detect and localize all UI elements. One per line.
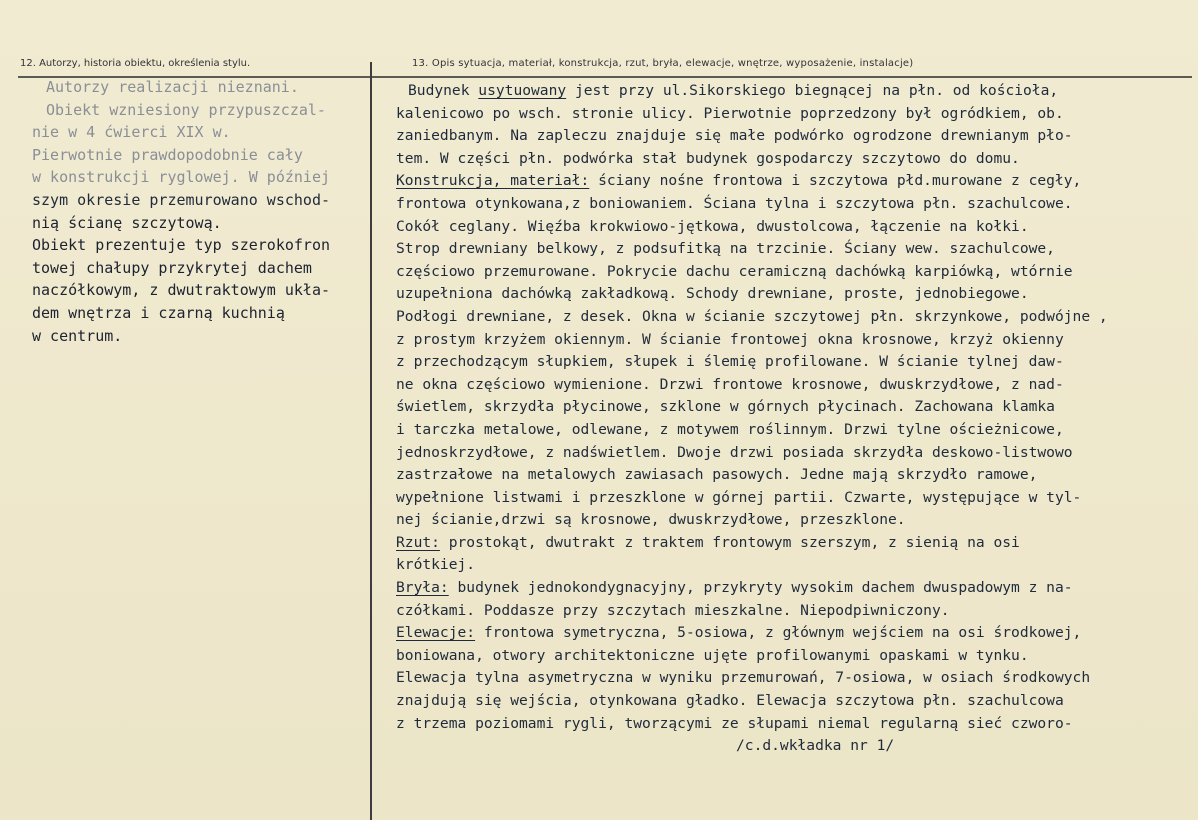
section-label-construction: Konstrukcja, materiał: [396, 172, 590, 190]
history-line: Obiekt prezentuje typ szerokofron [32, 236, 331, 255]
history-line: szym okresie przemurowano wschod- [32, 190, 331, 209]
description-line: jednoskrzydłowe, z nadświetlem. Dwoje drzwi posiada skrzydła deskowo-listwowo [396, 443, 1073, 461]
continuation-note: /c.d.wkładka nr 1/ [736, 737, 895, 755]
description-line [396, 170, 1186, 193]
description-line: uzupełniona dachówką zakładkową. Schody drewniane, proste, jednobiegowe. [396, 285, 1029, 303]
description-line [396, 622, 1186, 645]
description-line: z trzema poziomami rygli, tworzącymi ze słupami niemal regularną sieć czworo- [396, 714, 1073, 732]
description-line [396, 80, 1186, 103]
section-label-plan: Rzut: [396, 533, 440, 551]
description-line: świetlem, skrzydła płycinowe, szklone w górnych płycinach. Zachowana klamka [396, 398, 1055, 416]
description-line: znajdują się wejścia, otynkowana gładko. Elewacja szczytowa płn. szachulcowa [396, 692, 1064, 710]
text-run: prostokąt, dwutrakt z traktem frontowym szerszym, z sienią na osi [439, 533, 1020, 551]
section-13-header: 13. Opis sytuacja, materiał, konstrukcja, rzut, bryła, elewacje, wnętrze, wyposażenie, instalacje) [412, 58, 914, 69]
description-line: nej ścianie,drzwi są krosnowe, dwuskrzydłowe, przeszklone. [396, 511, 906, 529]
column-divider [370, 62, 372, 820]
description-line: Cokół ceglany. Więźba krokwiowo-jętkowa, dwustolcowa, łączenie na kołki. [396, 217, 1029, 235]
text-run: frontowa symetryczna, 5-osiowa, z głównym wejściem na osi środkowej, [475, 624, 1082, 642]
text-run: ściany nośne frontowa i szczytowa płd.murowane z cegły, [589, 172, 1082, 190]
description-column [396, 80, 1186, 758]
description-line: ne okna częściowo wymienione. Drzwi frontowe krosnowe, dwuskrzydłowe, z nad- [396, 375, 1064, 393]
description-line: boniowana, otwory architektoniczne ujęte profilowanymi opaskami w tynku. [396, 646, 1029, 664]
text-run: budynek jednokondygnacyjny, przykryty wysokim dachem dwuspadowym z na- [448, 579, 1073, 597]
history-line: Pierwotnie prawdopodobnie cały [32, 145, 303, 164]
description-line: kalenicowo po wsch. stronie ulicy. Pierwotnie poprzedzony był ogródkiem, ob. [396, 104, 1064, 122]
description-line: tem. W części płn. podwórka stał budynek gospodarczy szczytowo do domu. [396, 149, 1020, 167]
description-line: krótkiej. [396, 556, 476, 574]
history-line: dem wnętrza i czarną kuchnią [32, 303, 285, 322]
section-label-form: Bryła: [396, 579, 449, 597]
description-line [396, 577, 1186, 600]
description-line: czółkami. Poddasze przy szczytach mieszkalne. Niepodpiwniczony. [396, 601, 950, 619]
description-line: Podłogi drewniane, z desek. Okna w ścianie szczytowej płn. skrzynkowe, podwójne , [396, 307, 1108, 325]
history-line: towej chałupy przykrytej dachem [32, 258, 312, 277]
description-line: frontowa otynkowana,z boniowaniem. Ściana tylna i szczytowa płn. szachulcowe. [396, 194, 1073, 212]
underlined-term: usytuowany [478, 82, 567, 99]
text-run: jest przy ul.Sikorskiego biegnącej na płn. od kościoła, [566, 82, 1059, 99]
history-line: Obiekt wzniesiony przypuszczal- [46, 100, 326, 119]
text-run: Budynek [408, 82, 479, 99]
description-line: z przechodzącym słupkiem, słupek i ślemię profilowane. W ścianie tylnej daw- [396, 353, 1064, 371]
history-column [32, 76, 368, 347]
history-line: w konstrukcji ryglowej. W później [32, 168, 331, 187]
section-label-elevations: Elewacje: [396, 624, 476, 642]
description-line: zastrzałowe na metalowych zawiasach pasowych. Jedne mają skrzydło ramowe, [396, 466, 1038, 484]
history-line: nią ścianę szczytową. [32, 213, 222, 232]
history-line: nie w 4 ćwierci XIX w. [32, 123, 231, 142]
history-line: naczółkowym, z dwutraktowym ukła- [32, 281, 331, 300]
description-line: częściowo przemurowane. Pokrycie dachu ceramiczną dachówką karpiówką, wtórnie [396, 262, 1073, 280]
history-line: w centrum. [32, 326, 123, 345]
description-line: zaniedbanym. Na zapleczu znajduje się małe podwórko ogrodzone drewnianym pło- [396, 127, 1073, 145]
description-line: Strop drewniany belkowy, z podsufitką na trzcinie. Ściany wew. szachulcowe, [396, 240, 1055, 258]
history-line: Autorzy realizacji nieznani. [46, 78, 299, 96]
section-12-header: 12. Autorzy, historia obiektu, określenia stylu. [20, 58, 251, 69]
description-line: Elewacja tylna asymetryczna w wyniku przemurowań, 7-osiowa, w osiach środkowych [396, 669, 1091, 687]
description-line [396, 532, 1186, 555]
description-line: wypełnione listwami i przeszklone w górnej partii. Czwarte, występujące w tyl- [396, 488, 1082, 506]
description-line: i tarczka metalowe, odlewane, z motywem roślinnym. Drzwi tylne ościeżnicowe, [396, 420, 1064, 438]
description-line: z prostym krzyżem okiennym. W ścianie frontowej okna krosnowe, krzyż okienny [396, 330, 1064, 348]
